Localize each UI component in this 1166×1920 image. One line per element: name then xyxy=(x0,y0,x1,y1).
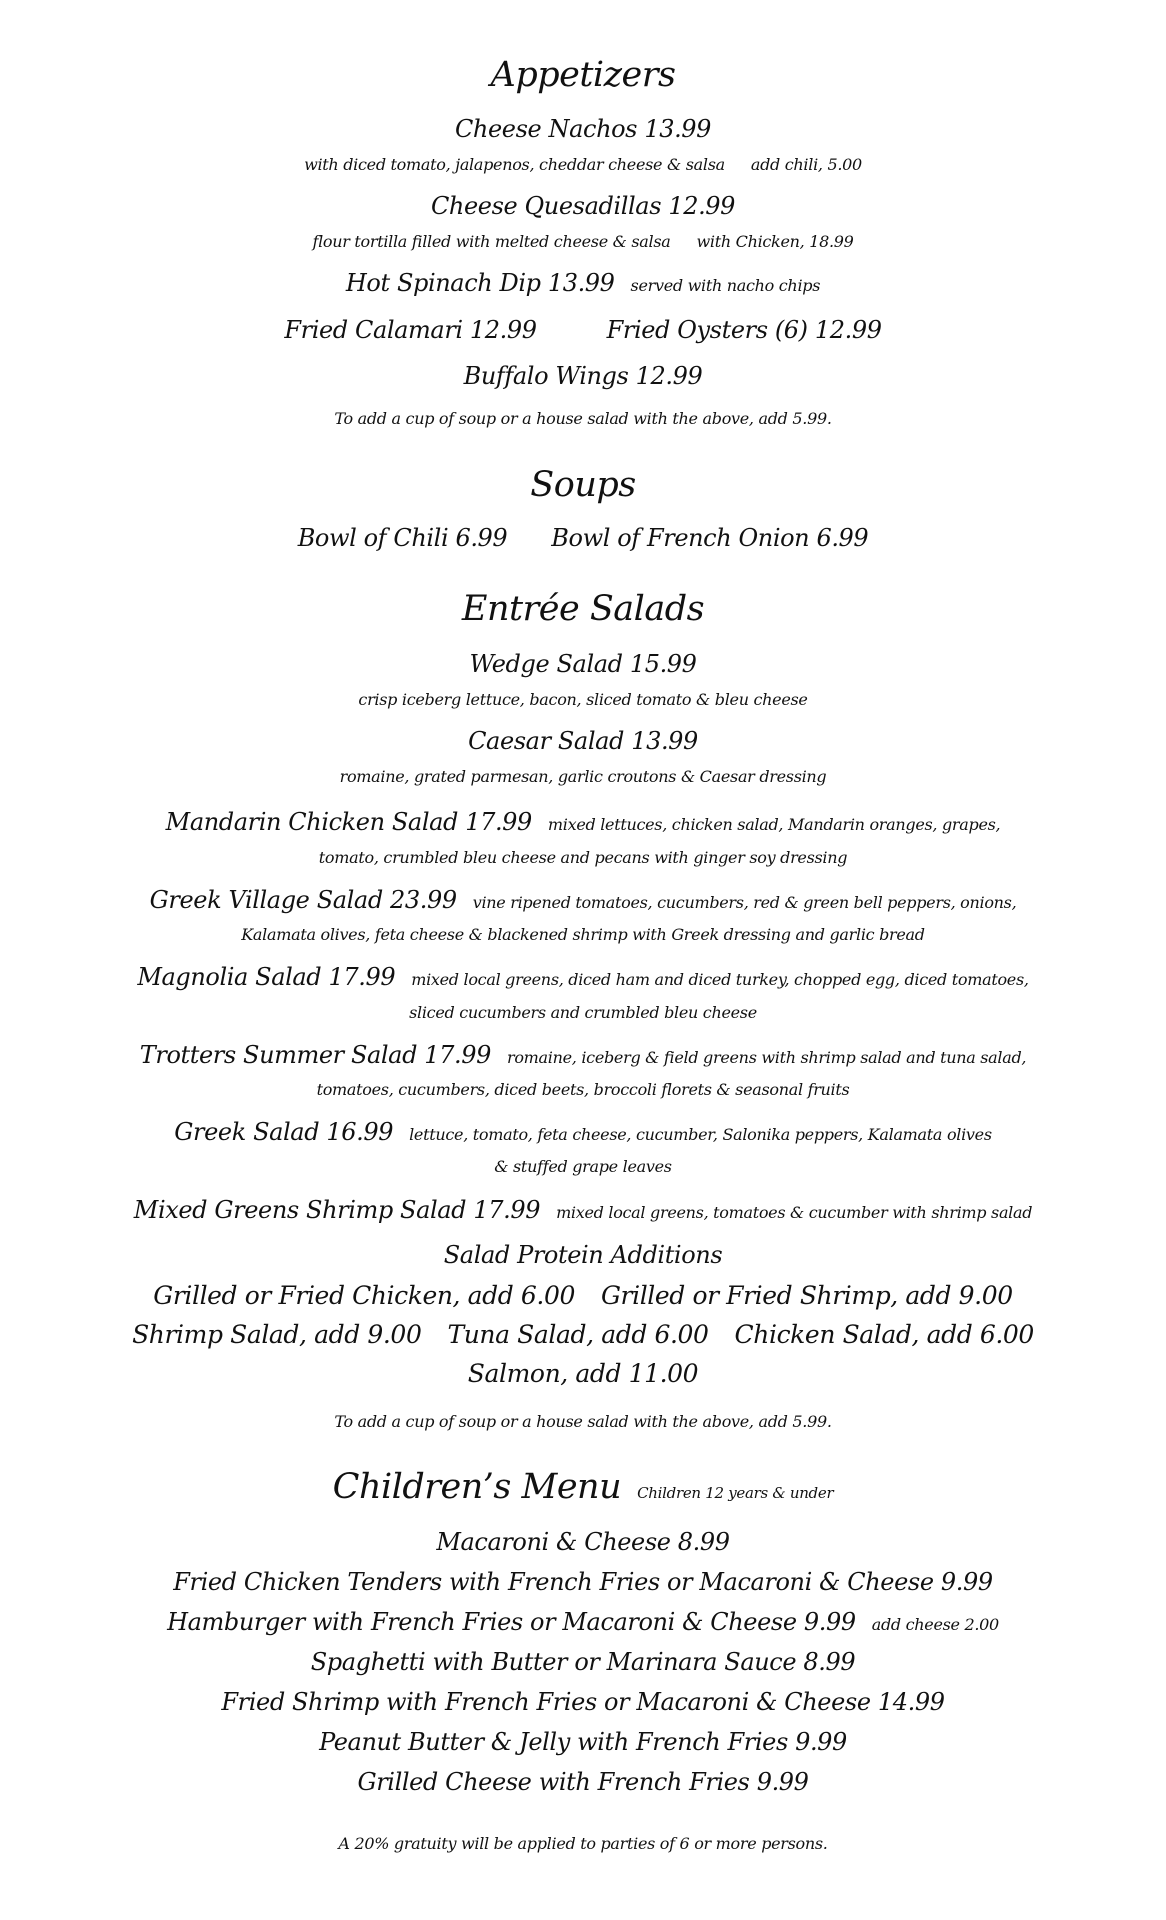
trotters-description-1: romaine, iceberg & field greens with shrimp salad and tuna salad, xyxy=(506,1048,1027,1067)
protein-line-1 xyxy=(0,1283,1166,1308)
buffalo-wings-item: Buffalo Wings 12.99 xyxy=(463,362,703,390)
hot-spinach-dip-item: Hot Spinach Dip 13.99 xyxy=(345,269,615,297)
childrens-menu-heading: Children’s Menu xyxy=(332,1467,622,1507)
soups-line xyxy=(0,526,1166,550)
pbj-item: Peanut Butter & Jelly with French Fries 9.99 xyxy=(319,1728,847,1756)
magnolia-description-2: sliced cucumbers and crumbled bleu cheese xyxy=(409,1003,757,1022)
greek-salad-line xyxy=(0,1120,1166,1144)
hamburger-addon: add cheese 2.00 xyxy=(871,1615,999,1634)
entree-salads-heading: Entrée Salads xyxy=(461,589,705,629)
greek-salad-description-2: & stuffed grape leaves xyxy=(494,1157,672,1176)
greek-salad-description-1: lettuce, tomato, feta cheese, cucumber, Salonika peppers, Kalamata olives xyxy=(409,1125,992,1144)
wedge-salad-item: Wedge Salad 15.99 xyxy=(469,650,697,678)
hot-spinach-dip-description: served with nacho chips xyxy=(630,276,821,295)
salads-note: To add a cup of soup or a house salad with the above, add 5.99. xyxy=(334,1412,832,1431)
trotters-description-2: tomatoes, cucumbers, diced beets, broccoli florets & seasonal fruits xyxy=(316,1080,850,1099)
cheese-nachos-item: Cheese Nachos 13.99 xyxy=(454,115,712,143)
childrens-menu-subtitle: Children 12 years & under xyxy=(637,1484,834,1502)
greek-salad-item: Greek Salad 16.99 xyxy=(174,1118,394,1146)
protein-line-2 xyxy=(0,1322,1166,1347)
caesar-salad-description: romaine, grated parmesan, garlic croutons & Caesar dressing xyxy=(339,767,827,786)
cheese-nachos-description-line xyxy=(0,157,1166,173)
mixed-greens-description: mixed local greens, tomatoes & cucumber with shrimp salad xyxy=(556,1203,1033,1222)
hamburger-item: Hamburger with French Fries or Macaroni & Cheese 9.99 xyxy=(167,1608,856,1636)
fried-calamari-item: Fried Calamari 12.99 xyxy=(284,316,537,344)
wedge-salad-description: crisp iceberg lettuce, bacon, sliced tomato & bleu cheese xyxy=(358,690,808,709)
mixed-greens-shrimp-salad-item: Mixed Greens Shrimp Salad 17.99 xyxy=(133,1196,541,1224)
childrens-heading-line xyxy=(0,1467,1166,1507)
magnolia-description-1: mixed local greens, diced ham and diced turkey, chopped egg, diced tomatoes, xyxy=(411,970,1029,989)
greek-village-line xyxy=(0,888,1166,912)
chicken-tenders-item: Fried Chicken Tenders with French Fries or Macaroni & Cheese 9.99 xyxy=(173,1568,993,1596)
mandarin-chicken-description-1: mixed lettuces, chicken salad, Mandarin oranges, grapes, xyxy=(547,815,1001,834)
fried-oysters-item: Fried Oysters (6) 12.99 xyxy=(606,316,882,344)
soups-heading: Soups xyxy=(530,465,636,505)
fried-shrimp-item: Fried Shrimp with French Fries or Macaroni & Cheese 14.99 xyxy=(221,1688,945,1716)
trotters-line xyxy=(0,1043,1166,1067)
trotters-summer-salad-item: Trotters Summer Salad 17.99 xyxy=(139,1041,491,1069)
mandarin-chicken-description-2: tomato, crumbled bleu cheese and pecans with ginger soy dressing xyxy=(318,848,848,867)
bowl-of-french-onion-item: Bowl of French Onion 6.99 xyxy=(551,524,869,552)
quesadillas-addon: with Chicken, 18.99 xyxy=(696,232,854,251)
quesadillas-description: flour tortilla filled with melted cheese & salsa xyxy=(312,232,671,251)
protein-shrimp-salad: Shrimp Salad, add 9.00 xyxy=(132,1320,422,1349)
greek-village-description-2: Kalamata olives, feta cheese & blackened shrimp with Greek dressing and garlic bread xyxy=(241,925,925,944)
magnolia-salad-item: Magnolia Salad 17.99 xyxy=(137,963,396,991)
protein-shrimp: Grilled or Fried Shrimp, add 9.00 xyxy=(600,1281,1013,1310)
cheese-quesadillas-item: Cheese Quesadillas 12.99 xyxy=(430,192,736,220)
mac-and-cheese-item: Macaroni & Cheese 8.99 xyxy=(436,1528,730,1556)
caesar-salad-item: Caesar Salad 13.99 xyxy=(468,727,698,755)
protein-chicken: Grilled or Fried Chicken, add 6.00 xyxy=(153,1281,575,1310)
calamari-oysters-line xyxy=(0,318,1166,342)
protein-salmon: Salmon, add 11.00 xyxy=(467,1359,699,1388)
salad-protein-heading: Salad Protein Additions xyxy=(443,1241,723,1269)
cheese-nachos-addon: add chili, 5.00 xyxy=(750,155,862,174)
hamburger-line xyxy=(0,1610,1166,1634)
protein-tuna-salad: Tuna Salad, add 6.00 xyxy=(447,1320,709,1349)
bowl-of-chili-item: Bowl of Chili 6.99 xyxy=(297,524,508,552)
protein-chicken-salad: Chicken Salad, add 6.00 xyxy=(734,1320,1034,1349)
hot-spinach-dip-line xyxy=(0,271,1166,295)
gratuity-note: A 20% gratuity will be applied to parties of 6 or more persons. xyxy=(338,1834,828,1853)
quesadillas-description-line xyxy=(0,234,1166,250)
appetizers-heading: Appetizers xyxy=(490,55,676,95)
mandarin-chicken-salad-item: Mandarin Chicken Salad 17.99 xyxy=(165,808,532,836)
mandarin-chicken-line xyxy=(0,810,1166,834)
spaghetti-item: Spaghetti with Butter or Marinara Sauce 8.99 xyxy=(310,1648,856,1676)
mixed-greens-line xyxy=(0,1198,1166,1222)
greek-village-salad-item: Greek Village Salad 23.99 xyxy=(149,886,457,914)
appetizers-note: To add a cup of soup or a house salad with the above, add 5.99. xyxy=(334,409,832,428)
greek-village-description-1: vine ripened tomatoes, cucumbers, red & green bell peppers, onions, xyxy=(472,893,1017,912)
grilled-cheese-item: Grilled Cheese with French Fries 9.99 xyxy=(357,1768,809,1796)
magnolia-line xyxy=(0,965,1166,989)
cheese-nachos-description: with diced tomato, jalapenos, cheddar cheese & salsa xyxy=(304,155,725,174)
